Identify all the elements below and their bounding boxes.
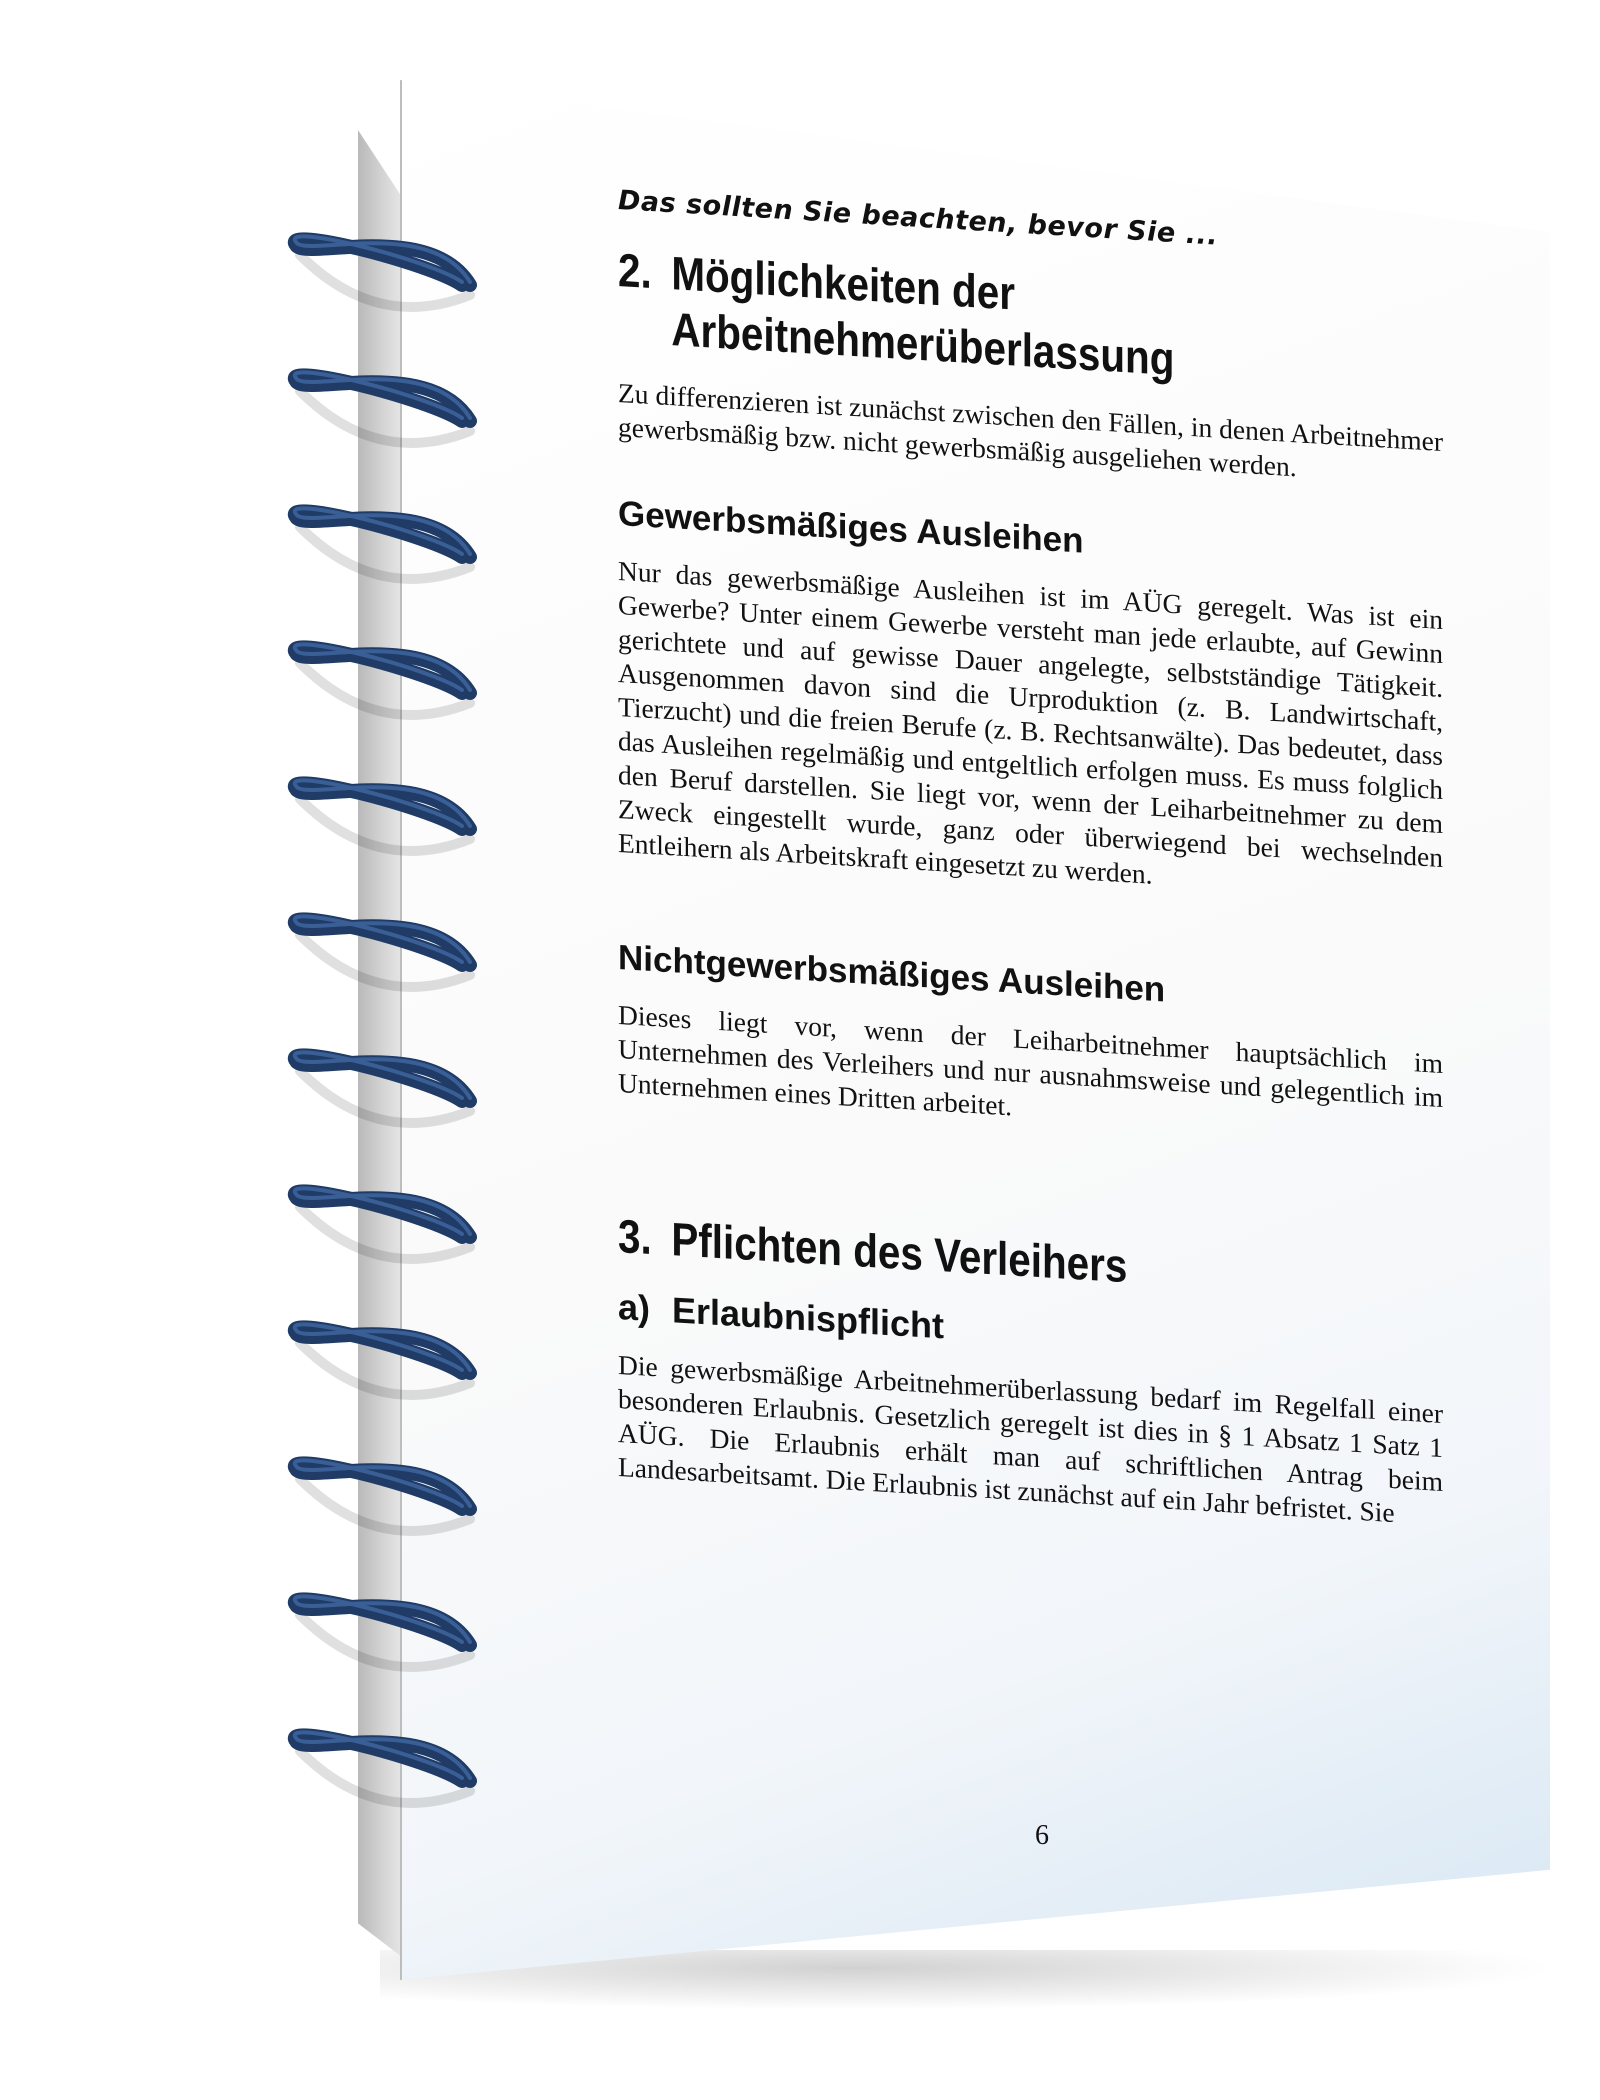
- section-2-title: Möglichkeiten der Arbeitnehmerüberlassung: [671, 246, 1175, 386]
- spiral-ring: [295, 1460, 470, 1531]
- page-number: 6: [1035, 1820, 1049, 1851]
- spiral-ring: [295, 508, 470, 579]
- spiral-ring: [295, 1596, 470, 1667]
- spiral-ring: [295, 372, 470, 443]
- subsection-nichtgewerbsmaessig-title: Nichtgewerbsmäßiges Ausleihen: [618, 938, 1166, 1010]
- subsection-a-title: Erlaubnispflicht: [672, 1289, 945, 1347]
- subsection-nichtgewerbsmaessig-text: Dieses liegt vor, wenn der Leiharbeitnehmer hauptsächlich im Unternehmen des Verleihers und nur ausnahmsweise und gelegentlich im Unternehmen eines Dritten arbeitet.: [618, 999, 1443, 1122]
- spiral-ring: [295, 1188, 470, 1259]
- spiral-ring: [295, 1732, 470, 1803]
- section-3-number: 3.: [618, 1209, 652, 1265]
- section-3-title: Pflichten des Verleihers: [671, 1212, 1128, 1293]
- spiral-ring: [295, 916, 470, 987]
- spiral-ring: [295, 236, 470, 307]
- subsection-a-letter: a): [618, 1286, 651, 1329]
- spiral-ring: [295, 1324, 470, 1395]
- running-head: Das sollten Sie beachten, bevor Sie ...: [618, 185, 1218, 252]
- section-2-number: 2.: [618, 243, 652, 299]
- subsection-gewerbsmaessig-text: Nur das gewerbsmäßige Ausleihen ist im AÜG geregelt. Was ist ein Gewerbe? Unter einem Gewerbe versteht man jede erlaubte, auf Gewinn gerichtete und auf gewisse Dauer angelegte, selbstständige Tätigkeit. Ausgenommen davon sind die Urproduktion (z. B. Landwirtschaft, Tierzucht) und die freien Berufe (z. B. Rechtsanwälte). Das bedeutet, dass das Ausleihen regelmäßig und entgeltlich erfolgen muss. Es muss folglich den Beruf darstellen. Sie liegt vor, wenn der Leiharbeitnehmer zu dem Zweck eingestellt wurde, ganz oder überwiegend bei wechselnden Entleihern als Arbeitskraft eingesetzt zu werden.: [618, 555, 1443, 890]
- spiral-ring: [295, 780, 470, 851]
- section-2-intro: Zu differenzieren ist zunächst zwischen den Fällen, in denen Arbeitnehmer gewerbsmäßig bzw. nicht gewerbsmäßig ausgeliehen werden.: [618, 377, 1443, 483]
- spiral-ring: [295, 1052, 470, 1123]
- subsection-a-text: Die gewerbsmäßige Arbeitnehmerüberlassung bedarf im Regelfall einer besonderen Erlaubnis. Gesetzlich geregelt ist dies in § 1 Absatz 1 Satz 1 AÜG. Die Erlaubnis erhält man auf schriftlichen Antrag beim Landesarbeitsamt. Die Erlaubnis ist zunächst auf ein Jahr befristet. Sie: [618, 1349, 1443, 1529]
- subsection-gewerbsmaessig-title: Gewerbsmäßiges Ausleihen: [618, 494, 1084, 561]
- spiral-ring: [295, 644, 470, 715]
